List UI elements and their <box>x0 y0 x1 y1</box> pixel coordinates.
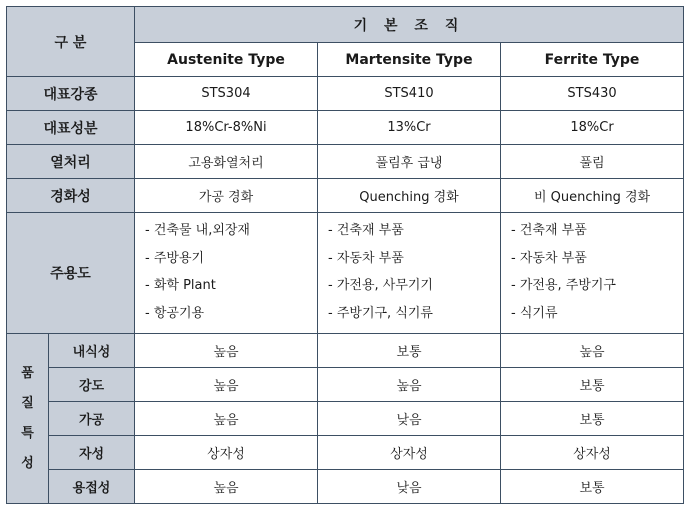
table-cell: 낮음 <box>318 470 501 504</box>
table-cell: 보통 <box>501 470 684 504</box>
martensite-type-header: Martensite Type <box>318 43 501 77</box>
table-cell: 높음 <box>135 470 318 504</box>
category-header: 구 분 <box>7 7 135 77</box>
list-item: - 주방기구, 식기류 <box>328 305 433 321</box>
table-cell: 상자성 <box>501 436 684 470</box>
table-cell: 높음 <box>135 368 318 402</box>
row-label: 내식성 <box>49 334 135 368</box>
list-item: - 항공기용 <box>145 305 205 321</box>
table-cell: 풀림 <box>501 145 684 179</box>
table-row <box>7 334 684 368</box>
row-label: 가공 <box>49 402 135 436</box>
table-cell: 보통 <box>501 368 684 402</box>
list-item: - 자동차 부품 <box>328 250 404 266</box>
table-cell: STS410 <box>318 77 501 111</box>
list-item: - 가전용, 사무기기 <box>328 278 433 293</box>
table-cell: 18%Cr <box>501 111 684 145</box>
uses-cell-ferrite <box>501 213 684 334</box>
table-row <box>7 402 684 436</box>
list-item: - 자동차 부품 <box>511 250 587 266</box>
table-cell: 18%Cr-8%Ni <box>135 111 318 145</box>
list-item: - 건축물 내,외장재 <box>145 223 250 238</box>
row-label: 대표강종 <box>7 77 135 111</box>
table-row <box>7 111 684 145</box>
row-label: 자성 <box>49 436 135 470</box>
table-cell: 낮음 <box>318 402 501 436</box>
table-row <box>7 77 684 111</box>
table-cell: 높음 <box>135 334 318 368</box>
table-cell: 가공 경화 <box>135 179 318 213</box>
row-label: 대표성분 <box>7 111 135 145</box>
ferrite-type-header: Ferrite Type <box>501 43 684 77</box>
stainless-steel-comparison-table <box>6 6 684 504</box>
uses-row <box>7 213 684 334</box>
table-cell: STS304 <box>135 77 318 111</box>
list-item: - 화학 Plant <box>145 278 216 293</box>
list-item: - 가전용, 주방기구 <box>511 278 616 293</box>
table-row <box>7 145 684 179</box>
table-row <box>7 470 684 504</box>
table-cell: 높음 <box>501 334 684 368</box>
row-label: 용접성 <box>49 470 135 504</box>
table-cell: 13%Cr <box>318 111 501 145</box>
row-label: 열처리 <box>7 145 135 179</box>
uses-label: 주용도 <box>7 213 135 334</box>
quality-characteristics-label: 품 질 특 성 <box>7 334 49 504</box>
list-item: - 건축재 부품 <box>328 223 404 238</box>
row-label: 강도 <box>49 368 135 402</box>
table-row <box>7 436 684 470</box>
list-item: - 식기류 <box>511 305 558 321</box>
uses-cell-martensite <box>318 213 501 334</box>
uses-cell-austenite <box>135 213 318 334</box>
table-cell: 비 Quenching 경화 <box>501 179 684 213</box>
table-row <box>7 179 684 213</box>
table-cell: 보통 <box>318 334 501 368</box>
table-cell: 높음 <box>318 368 501 402</box>
table-cell: 풀림후 급냉 <box>318 145 501 179</box>
basic-structure-header: 기 본 조 직 <box>135 7 684 43</box>
table-cell: 높음 <box>135 402 318 436</box>
list-item: - 건축재 부품 <box>511 223 587 238</box>
table-cell: 상자성 <box>318 436 501 470</box>
list-item: - 주방용기 <box>145 250 205 266</box>
table-cell: 상자성 <box>135 436 318 470</box>
table-cell: Quenching 경화 <box>318 179 501 213</box>
table-row <box>7 368 684 402</box>
row-label: 경화성 <box>7 179 135 213</box>
austenite-type-header: Austenite Type <box>135 43 318 77</box>
table-cell: STS430 <box>501 77 684 111</box>
table-cell: 고용화열처리 <box>135 145 318 179</box>
table-cell: 보통 <box>501 402 684 436</box>
